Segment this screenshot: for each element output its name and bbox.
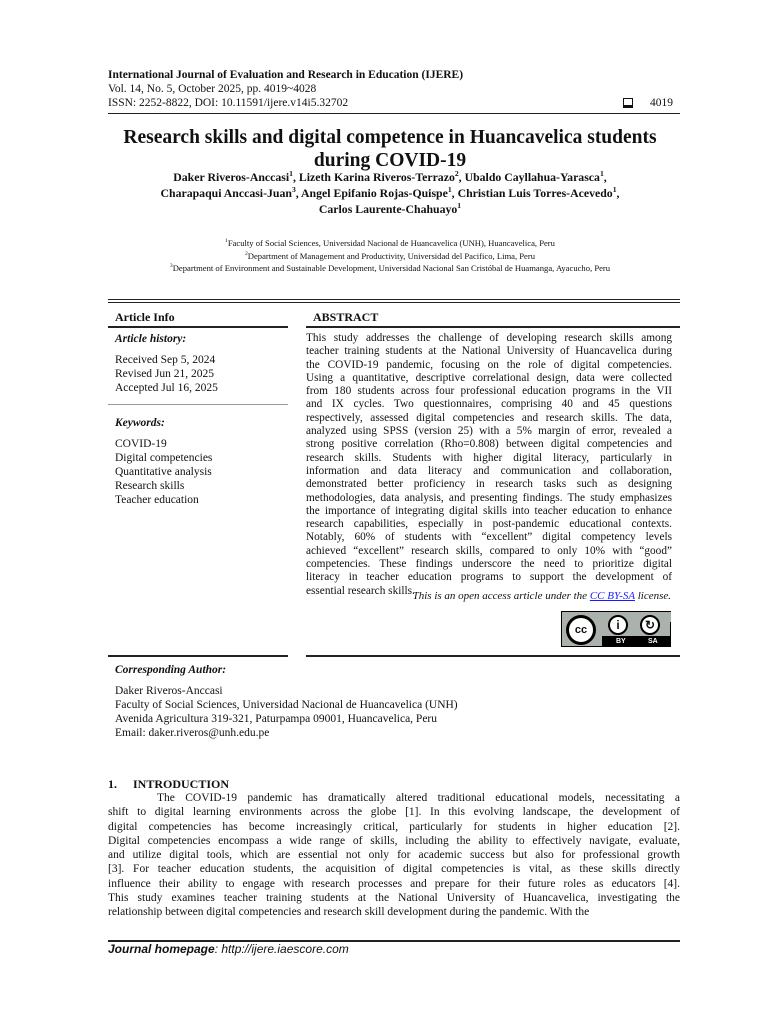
text-line: methodologies, data analysis, and presenting findings. The study emphasizes: [306, 491, 672, 504]
share-alike-icon: ↻: [640, 615, 660, 635]
keyword: COVID-19: [115, 438, 167, 450]
keywords-label: Keywords:: [115, 417, 165, 429]
author: Lizeth Karina Riveros-Terrazo: [298, 170, 455, 184]
corresponding-rule: [108, 655, 288, 657]
text-line: research capabilities, especially in post-pandemic educational contexts.: [306, 518, 672, 531]
corresponding-email[interactable]: Email: daker.riveros@unh.edu.pe: [115, 727, 270, 739]
author-list: Daker Riveros-Anccasi$^1$, Lizeth Karina Riveros-Terrazo$^2$, Ubaldo Cayllahua-Yarasca$^1$, Charapaqui Anccasi-Juan$^3$, Angel Epifanio Rojas-Quispe$^1$, Christian Luis Torres-Acevedo$^1$, Carlos Laurente-Chahuayo$^1$: [160, 169, 620, 216]
text-line: literacy in teacher education programs to support the development of: [306, 571, 672, 584]
author: Daker Riveros-Anccasi: [173, 170, 290, 184]
text-line: information and data literacy and communication and collaboration,: [306, 464, 672, 477]
section-title: INTRODUCTION: [133, 777, 230, 791]
license-text: This is an open access article under the: [412, 590, 590, 602]
intro-heading: [108, 777, 229, 792]
title-line: during COVID-19: [313, 150, 467, 171]
homepage-url[interactable]: http://ijere.iaescore.com: [221, 942, 349, 956]
abstract-end-rule: [306, 655, 680, 657]
intro-paragraph: [108, 791, 680, 920]
author-sup: 1: [447, 185, 452, 195]
corresponding-name: Daker Riveros-Anccasi: [115, 685, 223, 697]
title-line: Research skills and digital competence in Huancavelica students: [123, 127, 657, 148]
text-line: digital competencies has become increasingly critical, particularly for students in higher education [2].: [108, 820, 680, 833]
corresponding-details: [115, 684, 458, 740]
history-label: Article history:: [115, 333, 187, 345]
author: Carlos Laurente-Chahuayo: [318, 202, 458, 216]
license-text: license.: [634, 590, 671, 602]
section-rule: [108, 299, 680, 300]
text-line: Notably, 60% of students with “excellent” digital competency levels: [306, 531, 672, 544]
text-line: teacher training students at the National University of Huancavelica during: [306, 345, 672, 358]
text-line: [3]. For teacher education students, the acquisition of digital competencies is vital, as these skills directly: [108, 863, 680, 876]
volume-info: Vol. 14, No. 5, October 2025, pp. 4019~4028: [108, 83, 317, 95]
aff-sup: 2: [244, 250, 248, 257]
author-sup: 1: [612, 185, 617, 195]
text-line: relationship between digital competencies and research skill development during the pandemic. With the: [108, 906, 590, 919]
aff-sup: 3: [169, 263, 173, 270]
journal-name: International Journal of Evaluation and Research in Education (IJERE): [108, 69, 464, 81]
abstract-heading: ABSTRACT: [313, 310, 379, 324]
text-line: strong positive correlation (Rho=0.808) between digital competencies and: [306, 438, 672, 451]
corresponding-affiliation: Faculty of Social Sciences, Universidad Nacional de Huancavelica (UNH): [115, 699, 458, 711]
cc-by-sa-link[interactable]: CC BY-SA: [589, 590, 635, 602]
cc-by-sa-badge[interactable]: [561, 611, 671, 647]
keyword: Digital competencies: [115, 452, 213, 464]
author-sup: 1: [289, 169, 293, 179]
affiliation: Department of Environment and Sustainable Development, Universidad Nacional San Cristóbal de Huamanga, Ayacucho, Peru: [172, 263, 611, 273]
author: Christian Luis Torres-Acevedo: [457, 186, 613, 200]
text-line: analyzed using SPSS (version 25) with a 5% margin of error, revealed a: [306, 425, 672, 438]
badge-label-bar: [602, 636, 671, 647]
abstract-body: [306, 332, 672, 598]
badge-sa: SA: [648, 638, 658, 645]
author-sup: 1: [457, 201, 462, 211]
text-line: This study addresses the challenge of developing research skills among: [306, 332, 672, 344]
article-info-rule: [108, 326, 288, 328]
text-line: Using a quantitative, descriptive correlational design, data were collected: [306, 371, 672, 384]
article-info-heading: Article Info: [115, 310, 175, 324]
issn-doi: ISSN: 2252-8822, DOI: 10.11591/ijere.v14i5.32702: [108, 97, 349, 109]
text-line: This study examines teacher training students at the National University of Huancavelica, investigating the: [108, 892, 680, 905]
text-line: demonstrated better proficiency in research tasks such as designing: [306, 478, 672, 491]
paper-title: [100, 126, 680, 172]
text-line: from 180 students across four professional education programs in the VII: [306, 385, 672, 398]
keyword: Research skills: [115, 480, 185, 492]
author: Ubaldo Cayllahua-Yarasca: [464, 170, 600, 184]
text-line: achieved “excellent” research skills, compared to only 10% with “good”: [306, 544, 672, 557]
text-line: The COVID-19 pandemic has dramatically altered traditional educational models, necessitating a: [157, 792, 680, 804]
received-date: Received Sep 5, 2024: [115, 354, 216, 366]
journal-homepage: Journal homepage: http://ijere.iaescore.com: [108, 942, 349, 956]
text-line: research skills. Students with higher digital literacy, particularly in: [306, 451, 672, 464]
affiliation: Faculty of Social Sciences, Universidad Nacional de Huancavelica (UNH), Huancavelica, Peru: [227, 238, 555, 248]
text-line: influence their ability to engage with research processes and prepare for their future roles as educators [4].: [108, 877, 680, 890]
text-line: competencies. These findings underscore the need to prioritize digital: [306, 558, 672, 571]
keyword: Teacher education: [115, 494, 199, 506]
info-divider: [108, 404, 288, 405]
text-line: and utilize digital tools, which are essential not only for academic success but also for professional growth: [108, 849, 680, 862]
affiliation: Department of Management and Productivity, Universidad del Pacifico, Lima, Peru: [247, 250, 536, 261]
author-sup: 3: [291, 185, 296, 195]
text-line: Digital competencies encompass a wide range of skills, including the ability to effectively navigate, evaluate,: [108, 834, 680, 847]
author: Charapaqui Anccasi-Juan: [160, 186, 292, 200]
badge-by: BY: [616, 638, 626, 645]
text-line: shift to digital learning environments across the globe [1]. In this evolving landscape, the development of: [108, 806, 680, 819]
text-line: respectively, assessed digital competencies and research skills. The data,: [306, 411, 672, 424]
corresponding-heading: Corresponding Author:: [115, 664, 227, 676]
homepage-label: Journal homepage: [108, 942, 215, 956]
license-note: [413, 590, 671, 602]
corresponding-address: Avenida Agricultura 319-321, Paturpampa 09001, Huancavelica, Peru: [115, 713, 438, 725]
revised-date: Revised Jun 21, 2025: [115, 368, 215, 380]
section-rule: [108, 302, 680, 303]
aff-sup: 1: [225, 238, 228, 245]
attribution-icon: i: [608, 615, 628, 635]
author-sup: 1: [599, 169, 604, 179]
abstract-rule: [306, 326, 680, 328]
keyword: Quantitative analysis: [115, 466, 212, 478]
section-number: 1.: [108, 777, 117, 791]
header-rule: [108, 113, 680, 114]
text-line: essential research skills.: [306, 584, 415, 597]
affiliations: [100, 237, 680, 275]
accepted-date: Accepted Jul 16, 2025: [115, 382, 218, 394]
text-line: and IX cycles. Two questionnaires, comprising 40 and 45 questions: [306, 398, 672, 411]
keywords-list: [115, 437, 212, 507]
cc-logo-icon: cc: [566, 615, 596, 645]
text-line: the COVID-19 pandemic, focusing on the role of digital competencies.: [306, 358, 672, 371]
author: Angel Epifanio Rojas-Quispe: [301, 186, 448, 200]
author-sup: 2: [454, 169, 459, 179]
text-line: the importance of integrating digital skills into teacher education to enhance: [306, 504, 672, 517]
square-bullet-icon: [623, 98, 633, 108]
page-number: 4019: [650, 97, 673, 109]
